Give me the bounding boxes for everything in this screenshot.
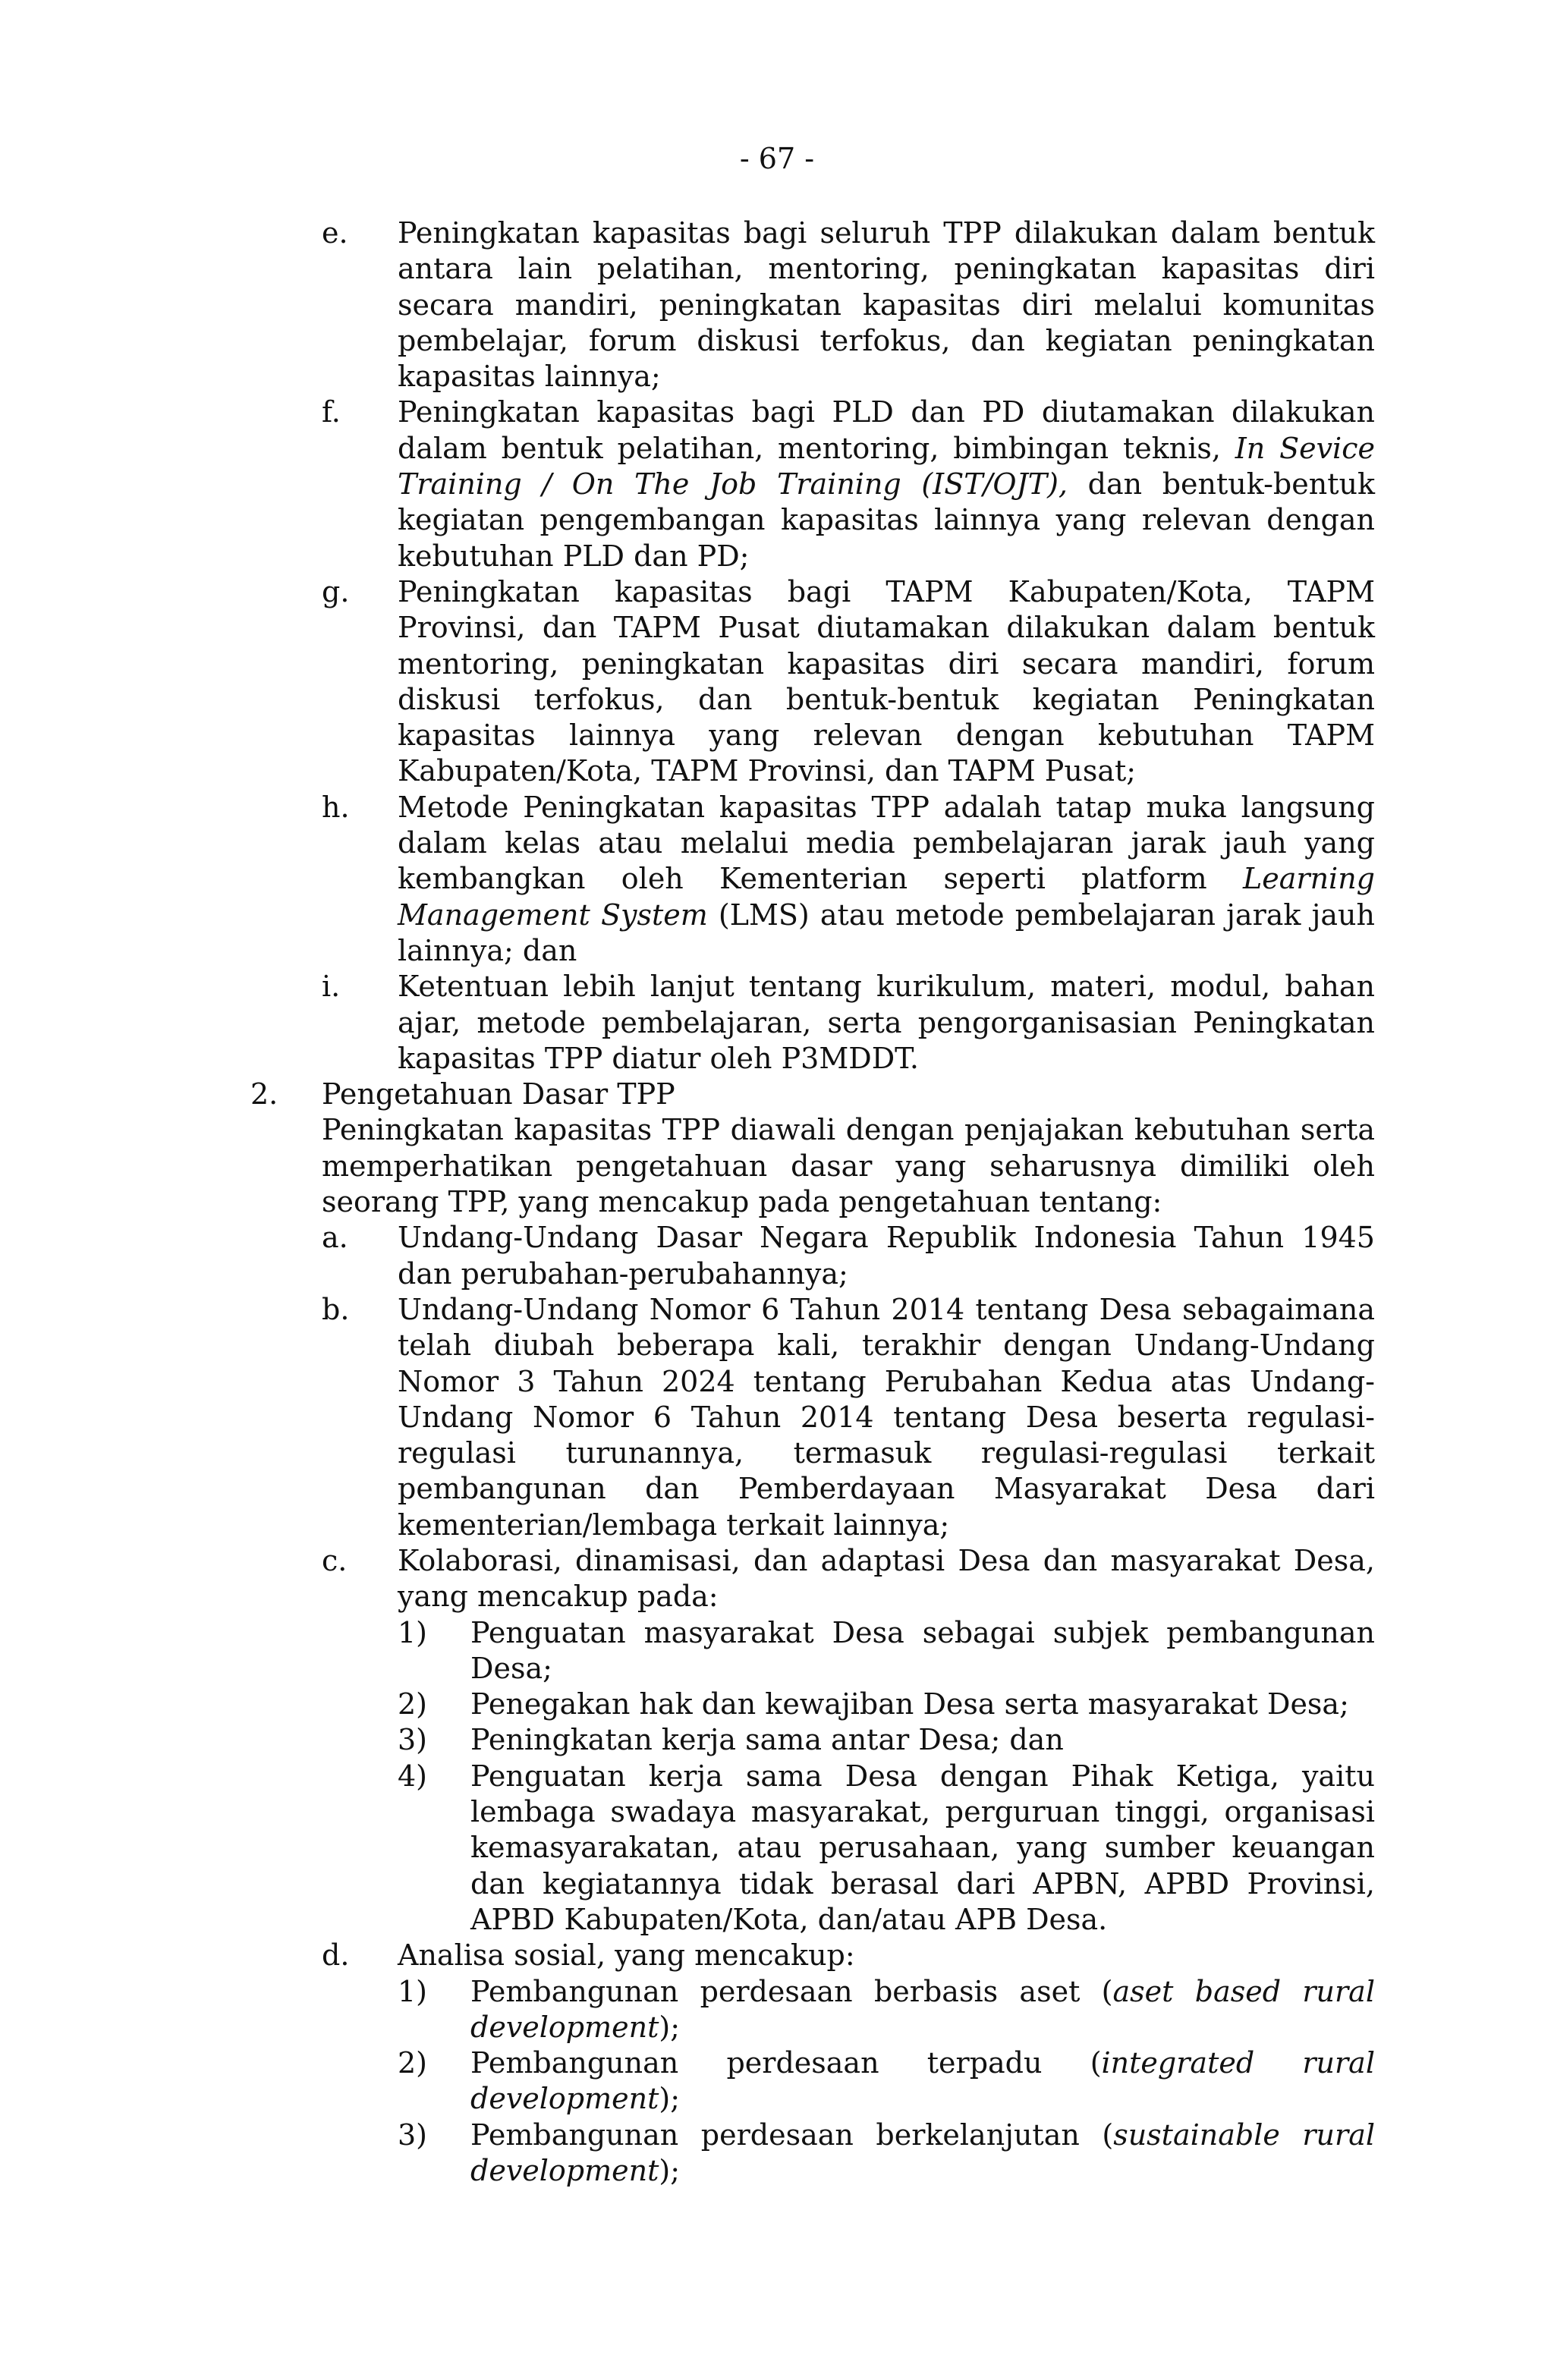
- sublist-item-italic-text: aset based rural development: [470, 1974, 1375, 2044]
- list-marker: g.: [322, 574, 350, 608]
- list-item-f: [250, 395, 1375, 574]
- list-marker: h.: [322, 790, 350, 824]
- sublist-item-text: );: [659, 2010, 681, 2044]
- page-number: - 67 -: [739, 142, 815, 175]
- list-item-text: Peningkatan kapasitas bagi PLD dan PD diutamakan dilakukan dalam bentuk pelatihan, mentoring, bimbingan teknis,: [398, 395, 1375, 465]
- list-item-italic-text: Learning Management System: [398, 862, 1375, 932]
- section-number: 2.: [250, 1077, 278, 1111]
- sublist-item-text: Pembangunan perdesaan terpadu (: [470, 2046, 1102, 2080]
- sublist-marker: 2): [398, 1687, 428, 1721]
- sublist-item: [250, 1615, 1375, 1687]
- list-marker: i.: [322, 970, 341, 1004]
- list-item-text: Analisa sosial, yang mencakup:: [398, 1938, 855, 1973]
- sublist-item-text: Pembangunan perdesaan berkelanjutan (: [470, 2117, 1114, 2152]
- sublist-item-text: );: [659, 2082, 681, 2116]
- sublist-item-italic-text: sustainable rural development: [470, 2117, 1376, 2188]
- list-marker: e.: [322, 216, 348, 250]
- sublist-item: [250, 2117, 1375, 2190]
- list-item-b: [250, 1292, 1375, 1543]
- list-item-text: Peningkatan kapasitas bagi TAPM Kabupaten/Kota, TAPM Provinsi, dan TAPM Pusat diutamakan dilakukan dalam bentuk mentoring, peningkatan kapasitas diri secara mandiri, forum diskusi terfokus, dan bentuk-bentuk kegiatan Peningkatan kapasitas lainnya yang relevan dengan kebutuhan TAPM Kabupaten/Kota, TAPM Provinsi, dan TAPM Pusat;: [398, 574, 1375, 788]
- list-marker: d.: [322, 1938, 350, 1973]
- list-item-c: [250, 1543, 1375, 1615]
- list-item-text: Peningkatan kapasitas bagi seluruh TPP dilakukan dalam bentuk antara lain pelatihan, mentoring, peningkatan kapasitas diri secara mandiri, peningkatan kapasitas diri melalui komunitas pembelajar, forum diskusi terfokus, dan kegiatan peningkatan kapasitas lainnya;: [398, 216, 1375, 394]
- sublist-item-text: );: [659, 2154, 681, 2188]
- list-item-text: Undang-Undang Nomor 6 Tahun 2014 tentang Desa sebagaimana telah diubah beberapa kali, terakhir dengan Undang-Undang Nomor 3 Tahun 2024 tentang Perubahan Kedua atas Undang-Undang Nomor 6 Tahun 2014 tentang Desa beserta regulasi-regulasi turunannya, termasuk regulasi-regulasi terkait pembangunan dan Pemberdayaan Masyarakat Desa dari kementerian/lembaga terkait lainnya;: [398, 1292, 1375, 1542]
- list-marker: a.: [322, 1221, 348, 1255]
- section-heading: [250, 1077, 1375, 1112]
- sublist-item: [250, 1687, 1375, 1722]
- document-body: [250, 215, 1375, 2189]
- list-marker: c.: [322, 1543, 348, 1577]
- sublist-marker: 4): [398, 1759, 428, 1793]
- sublist-item-text: Penegakan hak dan kewajiban Desa serta masyarakat Desa;: [470, 1687, 1349, 1721]
- sublist-item: [250, 1722, 1375, 1758]
- sublist-marker: 2): [398, 2046, 428, 2080]
- sublist-item-italic-text: integrated rural development: [470, 2046, 1375, 2116]
- section-intro: Peningkatan kapasitas TPP diawali dengan penjajakan kebutuhan serta memperhatikan pengetahuan dasar yang seharusnya dimiliki oleh seorang TPP, yang mencakup pada pengetahuan tentang:: [322, 1113, 1375, 1219]
- sublist-item: [250, 1974, 1375, 2046]
- list-item-italic-text: In Sevice Training / On The Job Training (IST/OJT),: [398, 431, 1375, 501]
- list-marker: f.: [322, 395, 341, 429]
- sublist-item: [250, 2045, 1375, 2117]
- sublist-item-text: Penguatan masyarakat Desa sebagai subjek pembangunan Desa;: [470, 1615, 1375, 1685]
- list-item-text: (LMS) atau metode pembelajaran jarak jauh lainnya; dan: [398, 898, 1375, 967]
- list-marker: b.: [322, 1292, 350, 1326]
- sublist-item-text: Pembangunan perdesaan berbasis aset (: [470, 1974, 1113, 2008]
- sublist-marker: 1): [398, 1974, 428, 2008]
- list-item-text: Ketentuan lebih lanjut tentang kurikulum, materi, modul, bahan ajar, metode pembelajaran, serta pengorganisasian Peningkatan kapasitas TPP diatur oleh P3MDDT.: [398, 970, 1375, 1075]
- sublist-marker: 1): [398, 1615, 428, 1649]
- sublist-item-text: Peningkatan kerja sama antar Desa; dan: [470, 1723, 1064, 1757]
- list-item-text: Kolaborasi, dinamisasi, dan adaptasi Desa dan masyarakat Desa, yang mencakup pada:: [398, 1543, 1375, 1614]
- list-item-text: Undang-Undang Dasar Negara Republik Indonesia Tahun 1945 dan perubahan-perubahannya;: [398, 1221, 1375, 1291]
- sublist-marker: 3): [398, 1723, 428, 1757]
- section-title: Pengetahuan Dasar TPP: [322, 1077, 675, 1111]
- list-item-d: [250, 1938, 1375, 1973]
- sublist-item-text: Penguatan kerja sama Desa dengan Pihak Ketiga, yaitu lembaga swadaya masyarakat, perguruan tinggi, organisasi kemasyarakatan, atau perusahaan, yang sumber keuangan dan kegiatannya tidak berasal dari APBN, APBD Provinsi, APBD Kabupaten/Kota, dan/atau APB Desa.: [470, 1759, 1375, 1936]
- sublist-item: [250, 1759, 1375, 1938]
- list-item-e: [250, 215, 1375, 395]
- list-item-text: Metode Peningkatan kapasitas TPP adalah tatap muka langsung dalam kelas atau melalui media pembelajaran jarak jauh yang kembangkan oleh Kementerian seperti platform: [398, 790, 1375, 896]
- list-item-text: dan bentuk-bentuk kegiatan pengembangan kapasitas lainnya yang relevan dengan kebutuhan PLD dan PD;: [398, 467, 1375, 573]
- list-item-i: [250, 969, 1375, 1077]
- list-item-g: [250, 574, 1375, 790]
- sublist-marker: 3): [398, 2117, 428, 2152]
- list-item-h: [250, 790, 1375, 969]
- list-item-a: [250, 1220, 1375, 1292]
